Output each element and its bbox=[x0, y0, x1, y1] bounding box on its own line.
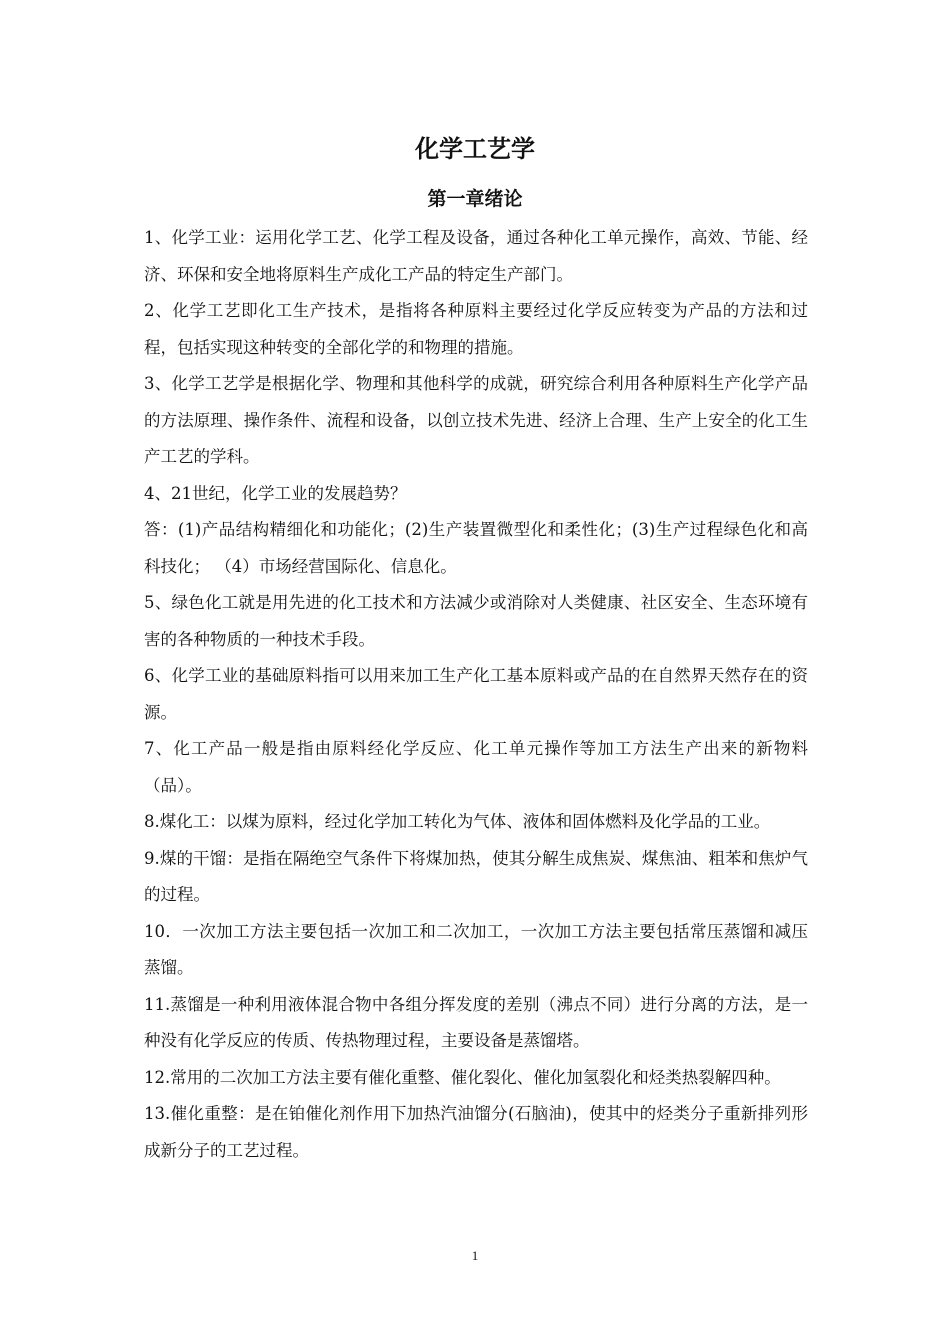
paragraph: 6、化学工业的基础原料指可以用来加工生产化工基本原料或产品的在自然界天然存在的资源。 bbox=[144, 666, 808, 722]
paragraph: 11.蒸馏是一种利用液体混合物中各组分挥发度的差别（沸点不同）进行分离的方法，是一种没有化学反应的传质、传热物理过程，主要设备是蒸馏塔。 bbox=[144, 994, 808, 1050]
paragraph: 答：(1)产品结构精细化和功能化；(2)生产装置微型化和柔性化；(3)生产过程绿色化和高科技化； （4）市场经营国际化、信息化。 bbox=[144, 520, 808, 576]
paragraph: 3、化学工艺学是根据化学、物理和其他科学的成就，研究综合利用各种原料生产化学产品的方法原理、操作条件、流程和设备，以创立技术先进、经济上合理、生产上安全的化工生产工艺的学科。 bbox=[144, 374, 808, 466]
paragraph: 9.煤的干馏：是指在隔绝空气条件下将煤加热，使其分解生成焦炭、煤焦油、粗苯和焦炉气的过程。 bbox=[144, 848, 808, 904]
paragraph: 12.常用的二次加工方法主要有催化重整、催化裂化、催化加氢裂化和烃类热裂解四种。 bbox=[144, 1067, 781, 1087]
document-body bbox=[144, 220, 808, 1169]
paragraph: 8.煤化工：以煤为原料，经过化学加工转化为气体、液体和固体燃料及化学品的工业。 bbox=[144, 812, 771, 831]
paragraph: 10．一次加工方法主要包括一次加工和二次加工，一次加工方法主要包括常压蒸馏和减压蒸馏。 bbox=[144, 921, 808, 977]
page-number: 1 bbox=[471, 1248, 479, 1263]
chapter-title: 第一章绪论 bbox=[427, 188, 523, 210]
paragraph: 5、绿色化工就是用先进的化工技术和方法减少或消除对人类健康、社区安全、生态环境有害的各种物质的一种技术手段。 bbox=[144, 593, 808, 649]
paragraph: 7、化工产品一般是指由原料经化学反应、化工单元操作等加工方法生产出来的新物料（品）。 bbox=[144, 739, 808, 795]
paragraph: 1、化学工业：运用化学工艺、化学工程及设备，通过各种化工单元操作，高效、节能、经济、环保和安全地将原料生产成化工产品的特定生产部门。 bbox=[144, 228, 808, 284]
document-title: 化学工艺学 bbox=[415, 135, 535, 163]
paragraph: 4、21世纪，化学工业的发展趋势？ bbox=[144, 483, 407, 503]
paragraph: 2、化学工艺即化工生产技术，是指将各种原料主要经过化学反应转变为产品的方法和过程，包括实现这种转变的全部化学的和物理的措施。 bbox=[144, 301, 808, 357]
paragraph: 13.催化重整：是在铂催化剂作用下加热汽油馏分(石脑油)，使其中的烃类分子重新排列形成新分子的工艺过程。 bbox=[144, 1104, 808, 1160]
